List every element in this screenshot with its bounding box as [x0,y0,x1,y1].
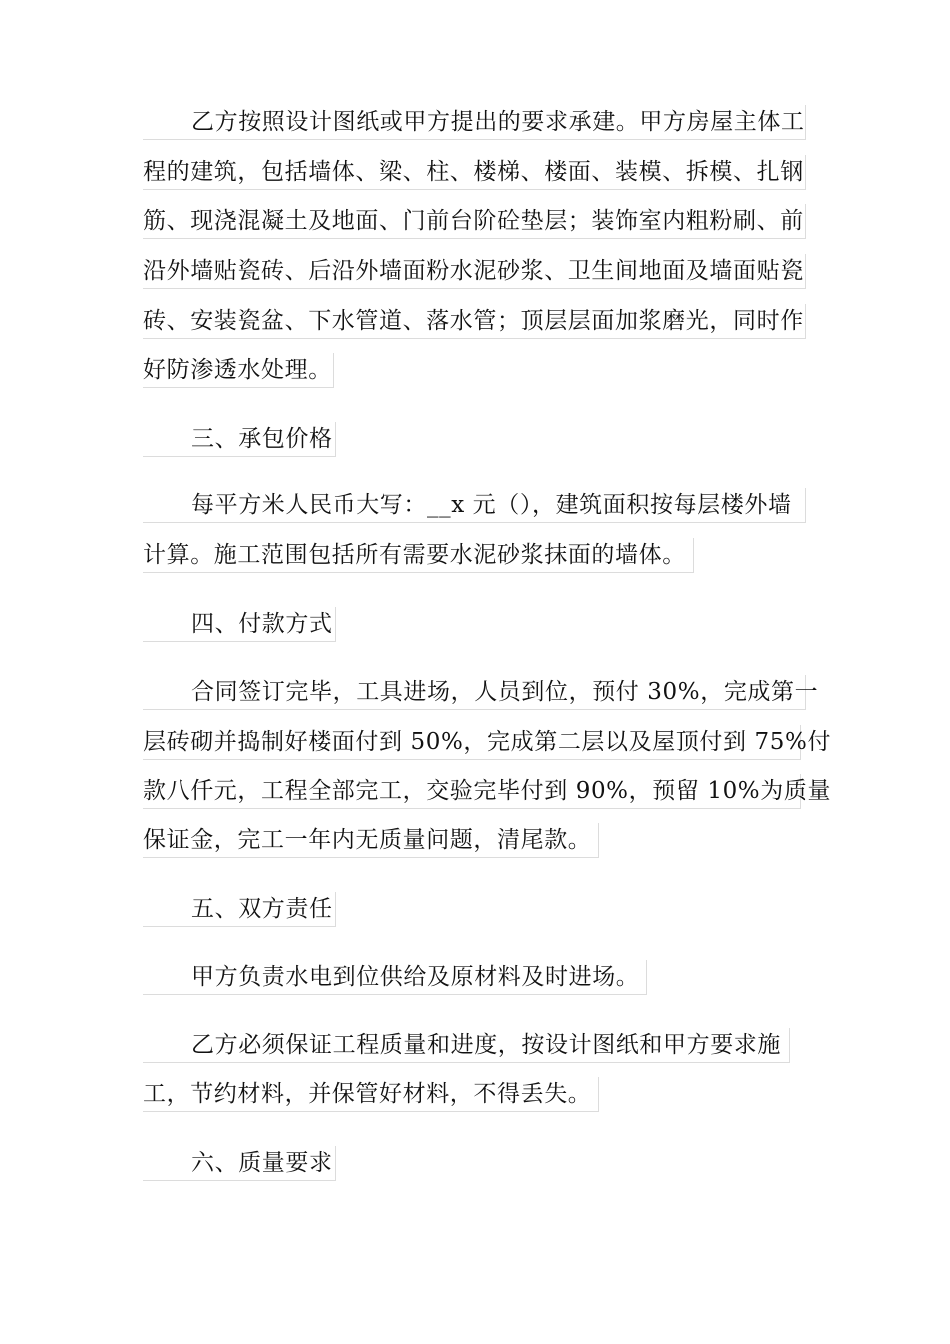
section-heading: 四、付款方式 [143,607,336,642]
paragraph-line: 层砖砌并捣制好楼面付到 50%，完成第二层以及屋顶付到 75%付 [143,725,801,760]
paragraph-line: 甲方负责水电到位供给及原材料及时进场。 [143,960,647,995]
paragraph-line: 保证金，完工一年内无质量问题，清尾款。 [143,823,599,858]
paragraph-line: 沿外墙贴瓷砖、后沿外墙面粉水泥砂浆、卫生间地面及墙面贴瓷 [143,254,806,289]
paragraph-line: 乙方必须保证工程质量和进度，按设计图纸和甲方要求施 [143,1028,790,1063]
paragraph-line: 乙方按照设计图纸或甲方提出的要求承建。甲方房屋主体工 [143,105,806,140]
paragraph-line: 好防渗透水处理。 [143,353,334,388]
section-heading: 三、承包价格 [143,422,336,457]
section-heading: 六、质量要求 [143,1146,336,1181]
paragraph-line: 砖、安装瓷盆、下水管道、落水管；顶层层面加浆磨光，同时作 [143,304,806,339]
paragraph-line: 合同签订完毕，工具进场，人员到位，预付 30%，完成第一 [143,675,806,710]
paragraph-line: 工，节约材料，并保管好材料，不得丢失。 [143,1077,599,1112]
paragraph-line: 程的建筑，包括墙体、梁、柱、楼梯、楼面、装模、拆模、扎钢 [143,155,806,190]
paragraph-line: 计算。施工范围包括所有需要水泥砂浆抹面的墙体。 [143,538,694,573]
paragraph-line: 筋、现浇混凝土及地面、门前台阶砼垫层；装饰室内粗粉刷、前 [143,204,806,239]
section-heading: 五、双方责任 [143,892,336,927]
paragraph-line: 款八仟元，工程全部完工，交验完毕付到 90%，预留 10%为质量 [143,774,801,809]
paragraph-line: 每平方米人民币大写：__x 元（），建筑面积按每层楼外墙 [143,488,806,523]
